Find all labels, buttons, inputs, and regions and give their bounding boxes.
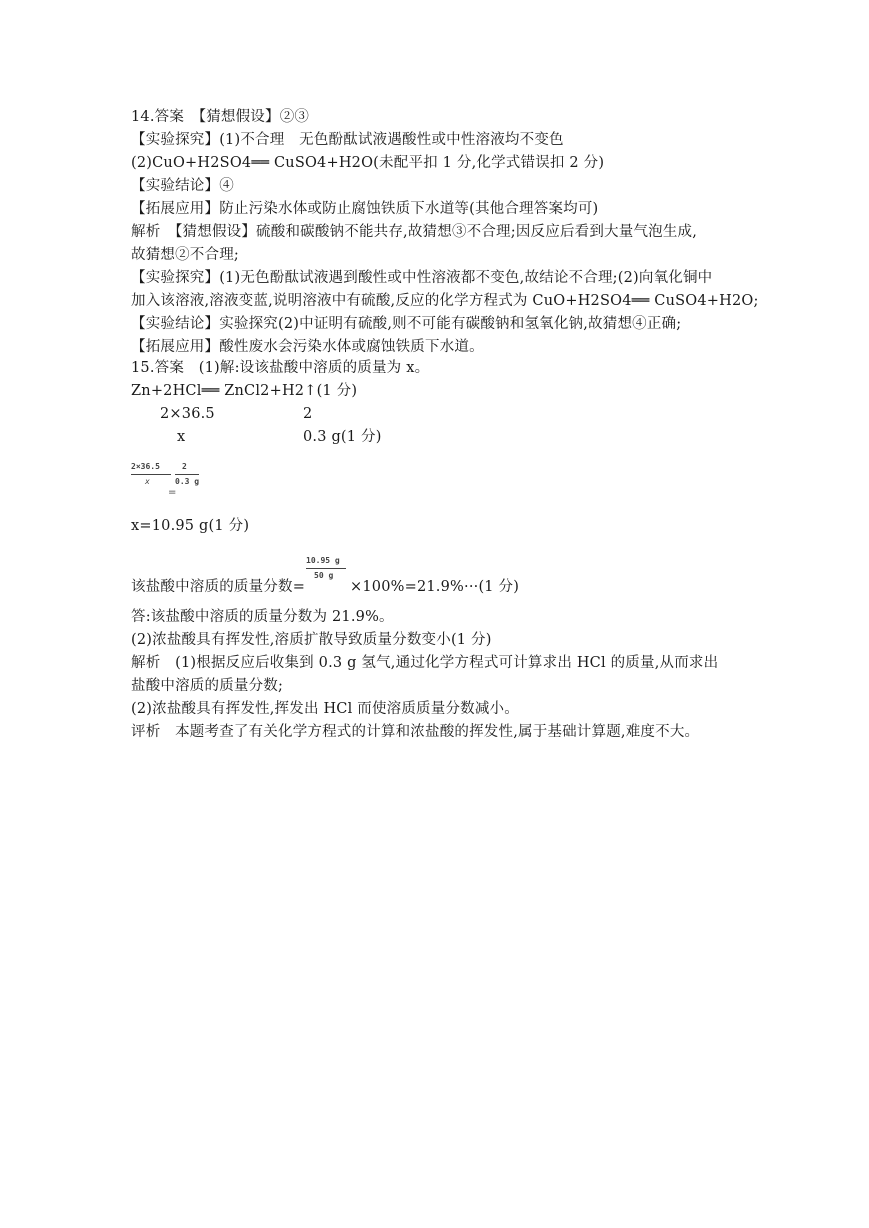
- analysis-14-line: 解析 【猜想假设】硫酸和碳酸钠不能共存,故猜想③不合理;因反应后看到大量气泡生成,: [131, 224, 698, 240]
- text-line: 【实验探究】(1)不合理 无色酚酞试液遇酸性或中性溶液均不变色: [131, 132, 564, 148]
- mass-fraction-denominator: 50 g: [314, 571, 334, 580]
- text-line: 加入该溶液,溶液变蓝,说明溶液中有硫酸,反应的化学方程式为 CuO+H2SO4══ CuSO4+H2O;: [131, 293, 759, 309]
- text-line: 【拓展应用】酸性废水会污染水体或腐蚀铁质下水道。: [131, 339, 484, 355]
- conclusion-line: 答:该盐酸中溶质的质量分数为 21.9%。: [131, 609, 394, 625]
- text-line: (2)浓盐酸具有挥发性,挥发出 HCl 而使溶质质量分数减小。: [131, 701, 519, 717]
- mass-fraction-bar: [306, 568, 346, 569]
- answer-14-heading: 14.答案 【猜想假设】②③: [131, 109, 310, 125]
- mass-fraction: [306, 556, 350, 586]
- text-line: (2)浓盐酸具有挥发性,溶质扩散导致质量分数变小(1 分): [131, 632, 492, 648]
- mass-fraction-numerator: 10.95 g: [306, 556, 340, 565]
- text-line: 盐酸中溶质的质量分数;: [131, 678, 284, 694]
- equation-line: Zn+2HCl══ ZnCl2+H2↑(1 分): [131, 383, 358, 399]
- equation-value-line: x 0.3 g(1 分): [177, 429, 382, 445]
- equals-sign: =: [168, 487, 177, 498]
- mass-fraction-suffix: ×100%=21.9%···(1 分): [350, 579, 520, 595]
- text-line: 【实验结论】实验探究(2)中证明有硫酸,则不可能有碳酸钠和氢氧化钠,故猜想④正确;: [131, 316, 682, 332]
- fraction-denominator-right: 0.3 g: [175, 477, 200, 486]
- fraction-bar-left: [131, 474, 171, 475]
- result-line: x=10.95 g(1 分): [131, 518, 250, 534]
- review-line: 评析 本题考查了有关化学方程式的计算和浓盐酸的挥发性,属于基础计算题,难度不大。: [131, 724, 700, 740]
- fraction-denominator-left: x: [145, 477, 150, 486]
- answer-15-heading: 15.答案 (1)解:设该盐酸中溶质的质量为 x。: [131, 360, 430, 376]
- mass-fraction-prefix: 该盐酸中溶质的质量分数=: [131, 579, 306, 595]
- equation-mass-line: 2×36.5 2: [160, 406, 313, 422]
- analysis-15-line: 解析 (1)根据反应后收集到 0.3 g 氢气,通过化学方程式可计算求出 HCl 的质量,从而求出: [131, 655, 719, 671]
- text-line: 【实验探究】(1)无色酚酞试液遇到酸性或中性溶液都不变色,故结论不合理;(2)向氧化铜中: [131, 270, 713, 286]
- fraction-numerator-left: 2×36.5: [131, 462, 160, 471]
- fraction-numerator-right: 2: [182, 462, 187, 471]
- text-line: 【拓展应用】防止污染水体或防止腐蚀铁质下水道等(其他合理答案均可): [131, 201, 599, 217]
- text-line: 【实验结论】④: [131, 178, 234, 194]
- text-line: 故猜想②不合理;: [131, 247, 239, 263]
- fraction-bar-right: [175, 474, 199, 475]
- text-line: (2)CuO+H2SO4══ CuSO4+H2O(未配平扣 1 分,化学式错误扣 2 分): [131, 155, 605, 171]
